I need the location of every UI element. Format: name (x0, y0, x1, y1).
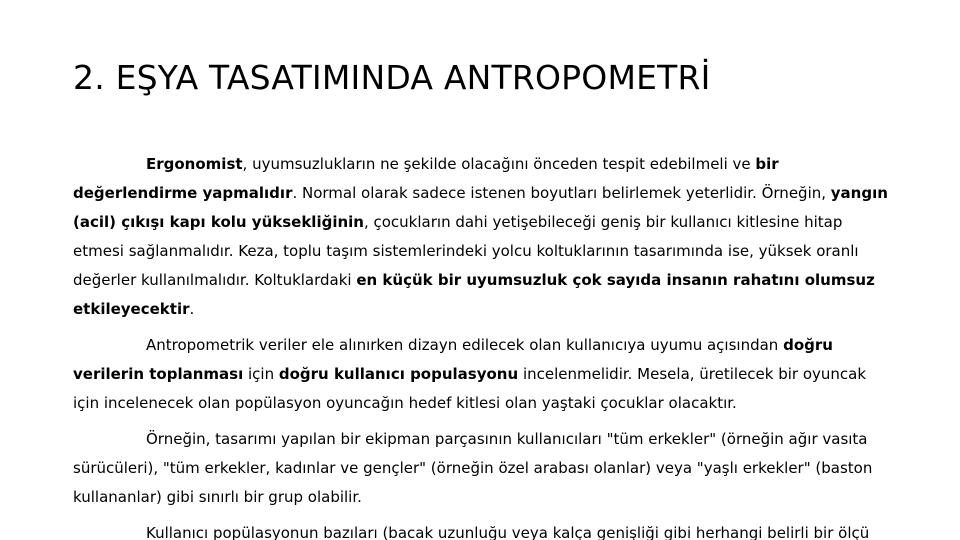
bold-text-run: yangın (acil) çıkışı kapı kolu yüksekliğinin (73, 184, 888, 231)
text-run: Antropometrik veriler ele alınırken dizayn edilecek olan kullanıcıya uyumu açısından (146, 336, 784, 354)
bold-text-run: en küçük bir uyumsuzluk çok sayıda insanın rahatını olumsuz etkileyecektir (73, 271, 875, 318)
paragraph (73, 331, 893, 418)
bold-text-run: doğru verilerin toplanması (73, 336, 833, 383)
text-run: incelenmelidir. Mesela, üretilecek bir oyuncak için incelenecek olan popülasyon oyuncağın hedef kitlesi olan yaştaki çocuklar olacaktır. (73, 365, 867, 412)
text-run: . Normal olarak sadece istenen boyutları belirlemek yeterlidir. Örneğin, (292, 184, 831, 202)
text-run: . (189, 300, 195, 318)
text-run: Kullanıcı popülasyonun bazıları (bacak uzunluğu veya kalça genişliği gibi herhangi belirli bir ölçü (146, 524, 870, 540)
text-run: , çocukların dahi yetişebileceği geniş bir kullanıcı kitlesine hitap etmesi sağlanmalıdır. Keza, toplu taşım sistemlerindeki yolcu koltuklarının tasarımında ise, yüksek oranlı değerler kullanılmalıdır. Koltuklardaki (73, 213, 859, 289)
paragraph (73, 519, 893, 540)
slide-body (73, 150, 893, 540)
text-run: için (243, 365, 279, 383)
paragraph (73, 150, 893, 324)
bold-text-run: bir değerlendirme yapmalıdır (73, 155, 779, 202)
bold-text-run: Ergonomist (146, 155, 243, 173)
text-run: Örneğin, tasarımı yapılan bir ekipman parçasının kullanıcıları "tüm erkekler" (örneğin ağır vasıta sürücüleri), "tüm erkekler, kadınlar ve gençler" (örneğin özel arabası olanlar) veya "yaşlı erkekler" (baston kullananlar) gibi sınırlı bir grup olabilir. (73, 430, 873, 506)
bold-text-run: doğru kullanıcı populasyonu (278, 365, 519, 383)
slide-title: 2. EŞYA TASATIMINDA ANTROPOMETRİ (73, 58, 711, 97)
paragraph (73, 425, 893, 512)
text-run: , uyumsuzlukların ne şekilde olacağını önceden tespit edebilmeli ve (242, 155, 756, 173)
